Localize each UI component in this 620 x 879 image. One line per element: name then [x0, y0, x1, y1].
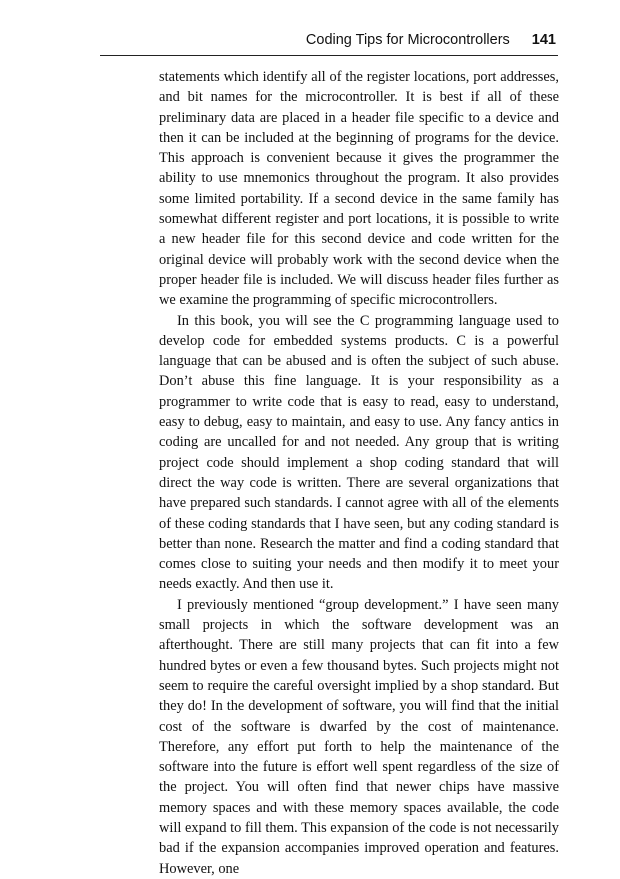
running-header [0, 30, 556, 50]
header-rule [100, 55, 558, 56]
body-text [159, 67, 559, 879]
page-number: 141 [531, 32, 556, 48]
paragraph-3: I previously mentioned “group development.” I have seen many small projects in which the software development was an afterthought. There are still many projects that can fit into a few hundred bytes or even a few thousand bytes. Such projects might not seem to require the careful oversight implied by a shop standard. But they do! In the development of software, you will find that the initial cost of the software is dwarfed by the cost of maintenance. Therefore, any effort put forth to help the maintenance of the software into the future is effort well spent regardless of the size of the project. You will often find that newer chips have massive memory spaces and with these memory spaces available, the code will expand to fill them. This expansion of the code is not necessarily bad if the expansion accompanies improved operation and features. However, one [159, 596, 559, 877]
chapter-title: Coding Tips for Microcontrollers [305, 32, 510, 48]
paragraph-2: In this book, you will see the C programming language used to develop code for embedded systems products. C is a powerful language that can be abused and is often the subject of such abuse. Don’t abuse this fine language. It is your responsibility as a programmer to write code that is easy to read, easy to understand, easy to debug, easy to maintain, and easy to use. Any fancy antics in coding are uncalled for and not needed. Any group that is writing project code should implement a shop coding standard that will direct the way code is written. There are several organizations that have prepared such standards. I cannot agree with all of the elements of these coding standards that I have seen, but any coding standard is better than none. Research the matter and find a coding standard that comes close to suiting your needs and then modify it to meet your needs exactly. And then use it. [159, 312, 559, 593]
paragraph-1: statements which identify all of the register locations, port addresses, and bit names for the microcontroller. It is best if all of these preliminary data are placed in a header file specific to a device and then it can be included at the beginning of programs for the device. This approach is convenient because it gives the programmer the ability to use mnemonics throughout the program. It also provides some limited portability. If a second device in the same family has somewhat different register and port locations, it is possible to write a new header file for this second device and code written for the original device will probably work with the second device when the proper header file is included. We will discuss header files further as we examine the programming of specific microcontrollers. [159, 69, 559, 309]
